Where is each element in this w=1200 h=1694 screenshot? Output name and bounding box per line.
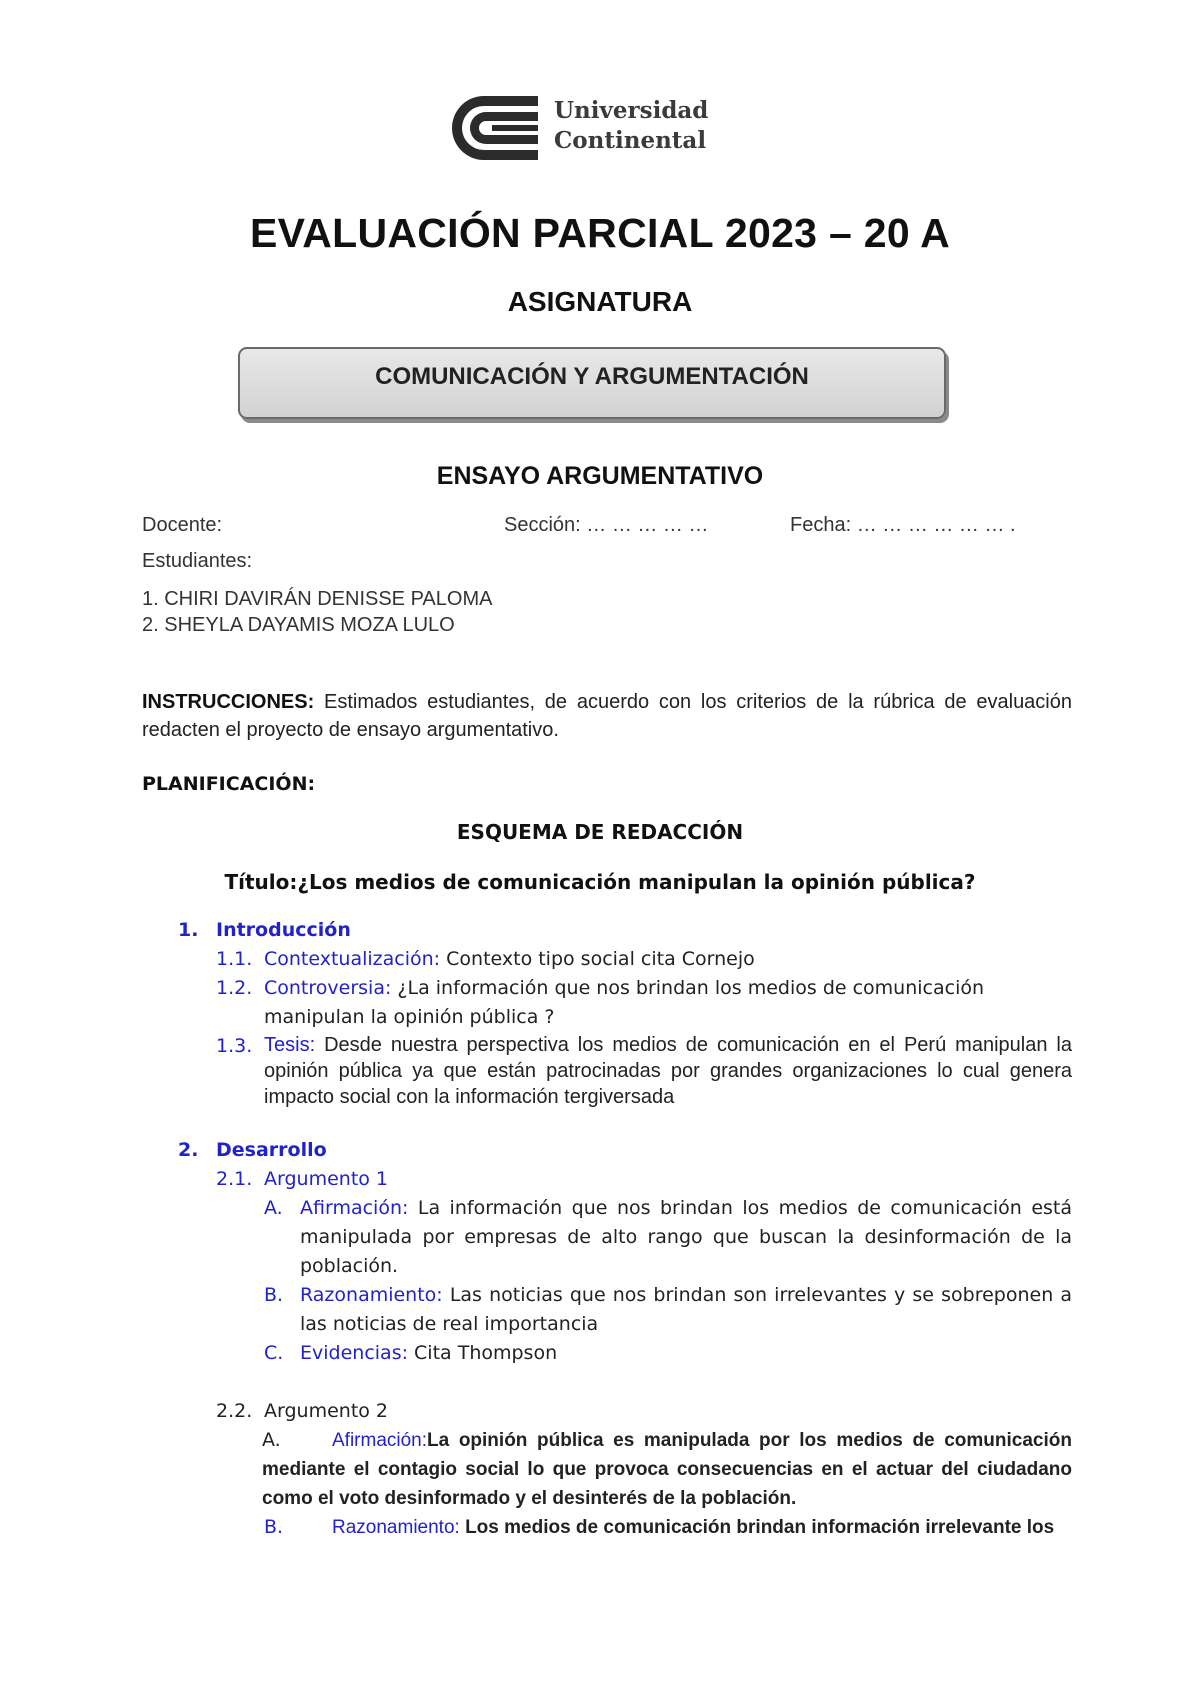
- arg1-c: [300, 1339, 1072, 1368]
- assignment-title: ENSAYO ARGUMENTATIVO: [436, 462, 764, 490]
- universidad-continental-logo-icon: [438, 92, 542, 164]
- essay-title: Título:¿Los medios de comunicación manipulan la opinión pública?: [224, 870, 976, 894]
- instructions-label: INSTRUCCIONES:: [142, 691, 315, 713]
- logo-line-1: Universidad: [554, 97, 709, 124]
- arg2-a-label: Afirmación:: [332, 1430, 428, 1451]
- item-1-3-number: 1.3.: [216, 1035, 253, 1057]
- teacher-label: Docente:: [142, 514, 223, 536]
- item-1-1-label: Contextualización:: [264, 948, 441, 970]
- item-1-2: [264, 974, 1024, 1032]
- course-name-box: [238, 347, 946, 419]
- arg1-a-text: La información que nos brindan los medios de comunicación está manipulada por empresas de alto rango que buscan la desinformación de la población.: [300, 1197, 1072, 1277]
- arg1-c-letter: C.: [264, 1342, 284, 1364]
- item-1-3: [264, 1032, 1072, 1110]
- arg1-c-label: Evidencias:: [300, 1342, 408, 1364]
- arg1-a-label: Afirmación:: [300, 1197, 409, 1219]
- logo-line-2: Continental: [554, 127, 707, 154]
- section-2-number: 2.: [178, 1139, 199, 1161]
- arg1-b-text: Las noticias que nos brindan son irrelevantes y se sobreponen a las noticias de real importancia: [300, 1284, 1072, 1335]
- arg1-b: [300, 1281, 1072, 1339]
- student-2: 2. SHEYLA DAYAMIS MOZA LULO: [142, 614, 455, 636]
- item-2-2-label: Argumento 2: [264, 1400, 389, 1422]
- item-1-1: [264, 945, 1064, 974]
- arg1-b-letter: B.: [264, 1284, 284, 1306]
- item-1-2-number: 1.2.: [216, 977, 253, 999]
- date-field: Fecha: … … … … … … .: [790, 514, 1016, 536]
- exam-title: EVALUACIÓN PARCIAL 2023 – 20 A: [249, 210, 951, 256]
- arg2-a-text: La opinión pública es manipulada por los medios de comunicación mediante el contagio social lo que provoca consecuencias en el actuar del ciudadano como el voto desinformado y el desinterés de la población.: [262, 1430, 1072, 1509]
- arg2-a-letter: A.: [262, 1429, 281, 1451]
- course-name: COMUNICACIÓN Y ARGUMENTACIÓN: [375, 363, 809, 390]
- instructions-text: Estimados estudiantes, de acuerdo con los criterios de la rúbrica de evaluación redacten el proyecto de ensayo argumentativo.: [142, 691, 1072, 741]
- item-1-3-text: Desde nuestra perspectiva los medios de comunicación en el Perú manipulan la opinión pública ya que están patrocinadas por grandes organizaciones lo cual genera impacto social con la información tergiversada: [264, 1034, 1072, 1108]
- arg1-c-text: Cita Thompson: [408, 1342, 558, 1364]
- scheme-title: ESQUEMA DE REDACCIÓN: [456, 820, 744, 844]
- item-1-1-number: 1.1.: [216, 948, 253, 970]
- planning-label: PLANIFICACIÓN:: [142, 773, 316, 795]
- section-2-label: Desarrollo: [216, 1139, 327, 1161]
- arg2-b-letter: B.: [264, 1516, 284, 1538]
- arg1-b-label: Razonamiento:: [300, 1284, 443, 1306]
- students-label: Estudiantes:: [142, 550, 253, 572]
- university-logo: [438, 88, 718, 168]
- item-1-2-text: ¿La información que nos brindan los medios de comunicación manipulan la opinión pública ?: [264, 977, 985, 1028]
- section-1-label: Introducción: [216, 919, 351, 941]
- arg2-b-label: Razonamiento:: [332, 1517, 460, 1538]
- arg2-a: [262, 1426, 1072, 1513]
- item-2-1-number: 2.1.: [216, 1168, 253, 1190]
- item-1-3-label: Tesis:: [264, 1034, 316, 1056]
- logo-text: [554, 96, 708, 156]
- arg2-b: [332, 1513, 1092, 1542]
- arg2-b-text: Los medios de comunicación brindan información irrelevante los: [459, 1517, 1055, 1538]
- section-1-number: 1.: [178, 919, 199, 941]
- section-field: Sección: … … … … …: [504, 514, 709, 536]
- arg1-a: [300, 1194, 1072, 1281]
- item-1-1-text: Contexto tipo social cita Cornejo: [440, 948, 755, 970]
- item-1-2-label: Controversia:: [264, 977, 392, 999]
- student-1: 1. CHIRI DAVIRÁN DENISSE PALOMA: [142, 588, 493, 610]
- subject-heading: ASIGNATURA: [507, 286, 693, 317]
- arg1-a-letter: A.: [264, 1197, 283, 1219]
- item-2-1-label: Argumento 1: [264, 1168, 389, 1190]
- instructions-paragraph: [142, 688, 1072, 744]
- item-2-2-number: 2.2.: [216, 1400, 253, 1422]
